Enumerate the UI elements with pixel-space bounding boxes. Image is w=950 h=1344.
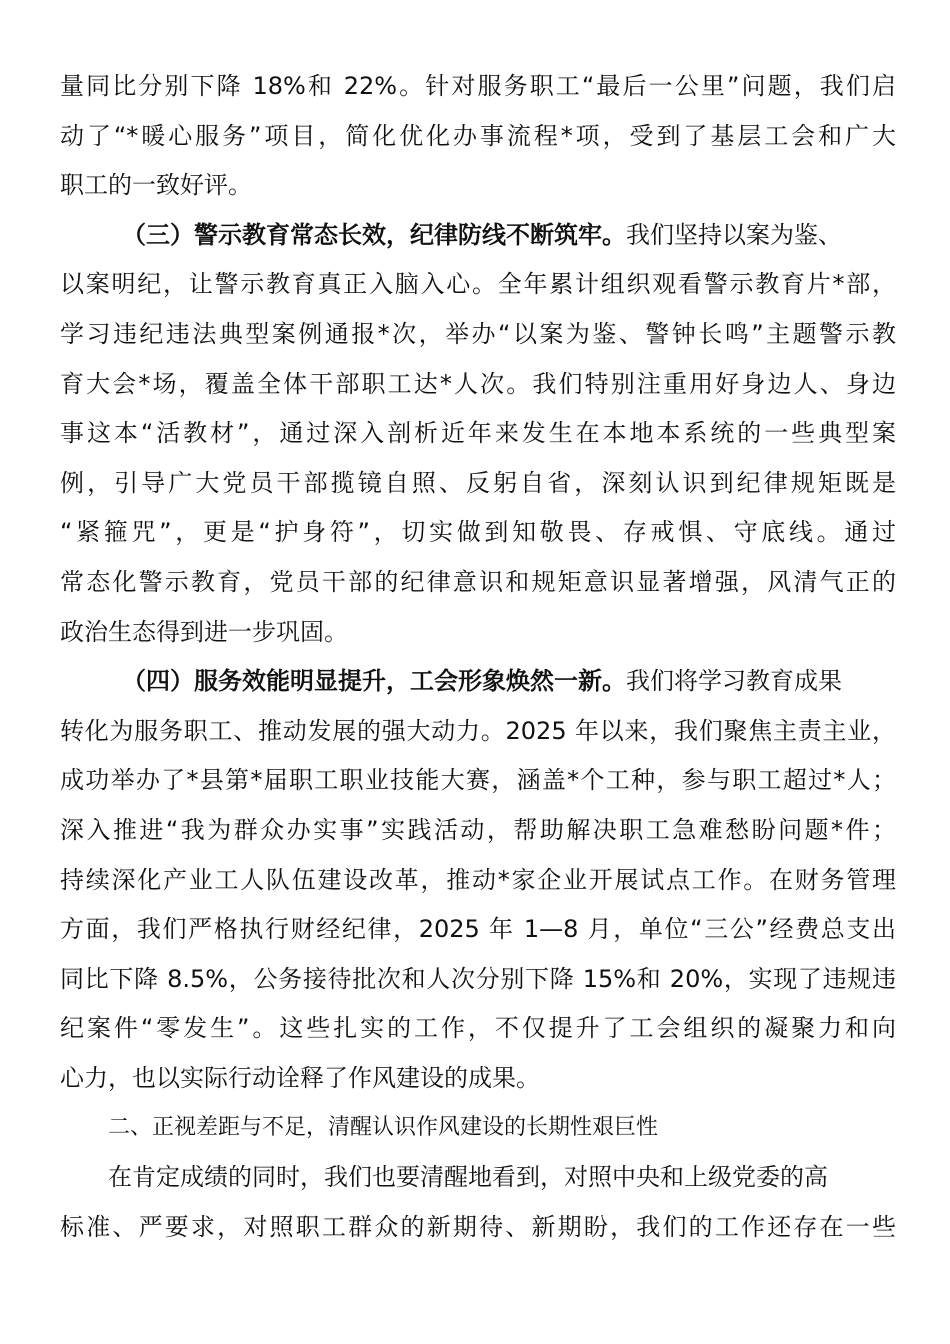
subheading-warning-education: （三）警示教育常态长效，纪律防线不断筑牢。 xyxy=(122,220,626,249)
text-line: 例，引导广大党员干部揽镜自照、反躬自省，深刻认识到纪律规矩既是 xyxy=(60,468,896,497)
text-line: 同比下降 8.5%，公务接待批次和人次分别下降 15%和 20%，实现了违规违 xyxy=(60,964,896,993)
document-page xyxy=(60,62,896,1252)
text-line: 以案明纪，让警示教育真正入脑入心。全年累计组织观看警示教育片*部， xyxy=(60,270,896,299)
text-line: 常态化警示教育，党员干部的纪律意识和规矩意识显著增强，风清气正的 xyxy=(60,567,896,596)
text-line xyxy=(60,211,896,261)
text-line: 方面，我们严格执行财经纪律，2025 年 1—8 月，单位“三公”经费总支出 xyxy=(60,915,896,944)
text-line: 深入推进“我为群众办实事”实践活动，帮助解决职工急难愁盼问题*件； xyxy=(60,815,896,844)
text-line: 量同比分别下降 18%和 22%。针对服务职工“最后一公里”问题，我们启 xyxy=(60,72,896,100)
paragraph-shortcomings xyxy=(60,1153,896,1252)
text-line: 动了“*暖心服务”项目，简化优化办事流程*项，受到了基层工会和广大 xyxy=(60,121,896,150)
paragraph-service-efficiency xyxy=(60,657,896,1103)
paragraph-warning-education xyxy=(60,211,896,657)
text-line: 事这本“活教材”，通过深入剖析近年来发生在本地本系统的一些典型案 xyxy=(60,419,896,448)
text-line: 职工的一致好评。 xyxy=(60,171,252,200)
text-line: 转化为服务职工、推动发展的强大动力。2025 年以来，我们聚焦主责主业， xyxy=(60,716,896,745)
text-line: 学习违纪违法典型案例通报*次，举办“以案为鉴、警钟长鸣”主题警示教 xyxy=(60,319,896,348)
text-line: 育大会*场，覆盖全体干部职工达*人次。我们特别注重用好身边人、身边 xyxy=(60,369,896,398)
paragraph-service-results xyxy=(60,62,896,211)
text-line: 在肯定成绩的同时，我们也要清醒地看到，对照中央和上级党委的高 xyxy=(108,1163,828,1192)
subheading-service-efficiency: （四）服务效能明显提升，工会形象焕然一新。 xyxy=(122,667,626,696)
text-line xyxy=(60,657,896,707)
section-heading: 二、正视差距与不足，清醒认识作风建设的长期性艰巨性 xyxy=(108,1115,659,1141)
text-line: 成功举办了*县第*届职工职业技能大赛，涵盖*个工种，参与职工超过*人； xyxy=(60,766,896,795)
text-span: 我们将学习教育成果 xyxy=(626,667,842,696)
text-line: 持续深化产业工人队伍建设改革，推动*家企业开展试点工作。在财务管理 xyxy=(60,865,896,894)
text-line: “紧箍咒”，更是“护身符”，切实做到知敬畏、存戒惧、守底线。通过 xyxy=(60,518,896,547)
text-line: 标准、严要求，对照职工群众的新期待、新期盼，我们的工作还存在一些 xyxy=(60,1212,896,1241)
text-line: 政治生态得到进一步巩固。 xyxy=(60,617,348,646)
text-line: 心力，也以实际行动诠释了作风建设的成果。 xyxy=(60,1063,540,1092)
text-span: 我们坚持以案为鉴、 xyxy=(626,220,842,249)
text-line: 纪案件“零发生”。这些扎实的工作，不仅提升了工会组织的凝聚力和向 xyxy=(60,1014,896,1043)
